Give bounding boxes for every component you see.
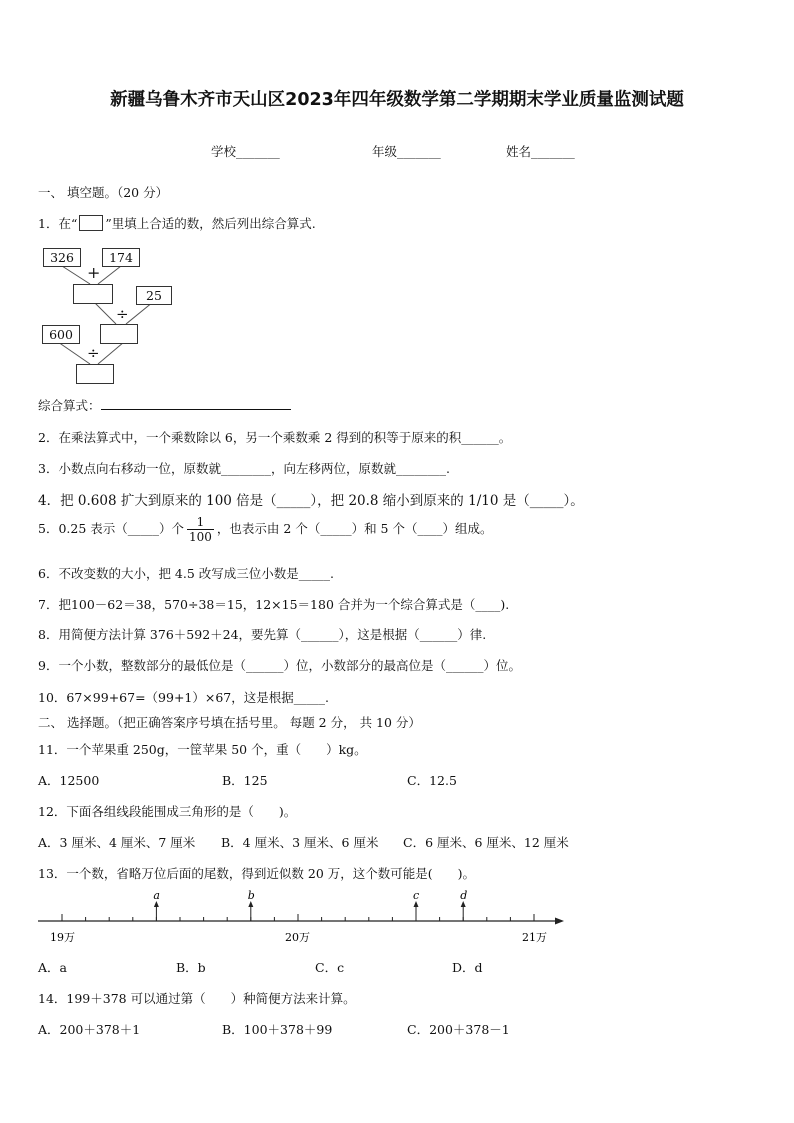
nl-label-19: 19万 xyxy=(50,931,75,944)
nl-point-a-label: a xyxy=(153,889,160,902)
number-line xyxy=(36,888,566,948)
q13-option-b[interactable]: B．b xyxy=(176,960,206,975)
question-10: 10．67×99+67=（99+1）×67，这是根据_____. xyxy=(38,690,329,705)
question-2: 2．在乘法算式中，一个乘数除以 6，另一个乘数乘 2 得到的积等于原来的积______。 xyxy=(38,430,512,445)
nl-point-b-label: b xyxy=(247,889,255,902)
tree-value-326: 326 xyxy=(43,248,81,267)
q14-option-a[interactable]: A．200＋378＋1 xyxy=(38,1022,141,1037)
q5-after: ，也表示由 2 个（_____）和 5 个（____）组成。 xyxy=(216,521,493,536)
question-7: 7．把100－62＝38，570÷38＝15，12×15＝180 合并为一个综合算式是（____). xyxy=(38,597,510,612)
question-5 xyxy=(38,515,492,544)
section-1-heading: 一、 填空题。（20 分） xyxy=(38,185,169,200)
q14-option-c[interactable]: C．200＋378－1 xyxy=(407,1022,510,1037)
question-1 xyxy=(38,214,316,232)
fraction-numerator: 1 xyxy=(187,515,214,530)
question-12: 12．下面各组线段能围成三角形的是（ )。 xyxy=(38,804,297,819)
name-field[interactable]: 姓名_______ xyxy=(506,144,575,159)
question-6: 6．不改变数的大小，把 4.5 改写成三位小数是_____. xyxy=(38,566,335,581)
q11-option-c[interactable]: C．12.5 xyxy=(407,773,457,788)
q14-option-b[interactable]: B．100＋378＋99 xyxy=(222,1022,333,1037)
q12-option-a[interactable]: A．3 厘米、4 厘米、7 厘米 xyxy=(38,835,196,850)
tree-value-174: 174 xyxy=(102,248,140,267)
school-field[interactable]: 学校_______ xyxy=(211,144,280,159)
question-3: 3．小数点向右移动一位，原数就________，向左移两位，原数就________. xyxy=(38,461,450,476)
q5-before: 5．0.25 表示（_____）个 xyxy=(38,521,185,536)
q1-text-after: ”里填上合适的数，然后列出综合算式. xyxy=(105,216,316,231)
tree-op-divide-1: ÷ xyxy=(116,305,129,323)
q13-option-c[interactable]: C．c xyxy=(315,960,345,975)
page-title: 新疆乌鲁木齐市天山区2023年四年级数学第二学期期末学业质量监测试题 xyxy=(110,90,684,110)
tree-value-600: 600 xyxy=(42,325,80,344)
q11-option-b[interactable]: B．125 xyxy=(222,773,268,788)
question-4: 4．把 0.608 扩大到原来的 100 倍是（_____），把 20.8 缩小到原来的 1/10 是（_____）。 xyxy=(38,493,584,509)
question-11: 11．一个苹果重 250g，一筐苹果 50 个，重（ ）kg。 xyxy=(38,742,367,757)
empty-box-icon xyxy=(79,215,103,231)
tree-blank-box-2[interactable] xyxy=(100,324,138,344)
q12-option-b[interactable]: B．4 厘米、3 厘米、6 厘米 xyxy=(221,835,379,850)
q13-option-a[interactable]: A．a xyxy=(38,960,67,975)
fraction-denominator: 100 xyxy=(189,530,212,544)
fraction xyxy=(187,515,214,544)
section-2-heading: 二、 选择题。（把正确答案序号填在括号里。 每题 2 分， 共 10 分） xyxy=(38,715,421,730)
question-8: 8．用简便方法计算 376＋592＋24，要先算（______），这是根据（______）律. xyxy=(38,627,487,642)
arrow-right-icon xyxy=(555,918,564,925)
q12-option-c[interactable]: C．6 厘米、6 厘米、12 厘米 xyxy=(403,835,569,850)
formula-answer-blank[interactable] xyxy=(101,396,291,410)
q13-option-d[interactable]: D．d xyxy=(452,960,483,975)
formula-line xyxy=(38,396,291,414)
tree-op-plus: + xyxy=(87,263,101,282)
nl-point-c-label: c xyxy=(413,889,420,902)
tree-blank-box-1[interactable] xyxy=(73,284,113,304)
nl-label-21: 21万 xyxy=(522,931,547,944)
formula-label: 综合算式： xyxy=(38,398,101,413)
q11-option-a[interactable]: A．12500 xyxy=(38,773,100,788)
tree-op-divide-2: ÷ xyxy=(87,344,100,362)
grade-field[interactable]: 年级_______ xyxy=(372,144,441,159)
q1-text-before: 1．在“ xyxy=(38,216,78,231)
nl-label-20: 20万 xyxy=(285,931,310,944)
nl-point-d-label: d xyxy=(460,889,468,902)
tree-blank-box-3[interactable] xyxy=(76,364,114,384)
question-13: 13．一个数，省略万位后面的尾数，得到近似数 20 万，这个数可能是( )。 xyxy=(38,866,476,881)
question-14: 14．199＋378 可以通过第（ ）种简便方法来计算。 xyxy=(38,991,356,1006)
tree-value-25: 25 xyxy=(136,286,172,305)
question-9: 9．一个小数，整数部分的最低位是（______）位，小数部分的最高位是（______）位。 xyxy=(38,658,521,673)
